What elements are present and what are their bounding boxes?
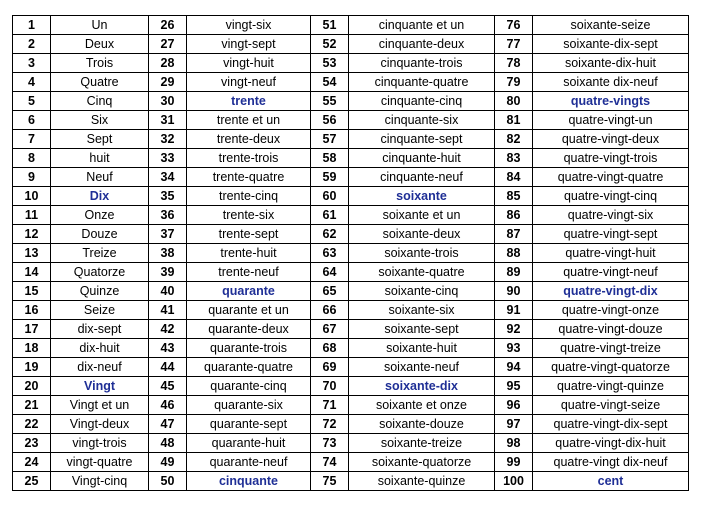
number-word-cell: cinquante-deux [349,35,495,54]
number-word-cell: quatre-vingt-neuf [533,263,689,282]
number-cell: 59 [311,168,349,187]
number-cell: 30 [149,92,187,111]
table-row [13,453,689,472]
number-cell: 34 [149,168,187,187]
number-cell: 72 [311,415,349,434]
number-word-cell: dix-neuf [51,358,149,377]
number-word-cell: huit [51,149,149,168]
number-word-cell: cinquante-neuf [349,168,495,187]
number-word-cell: quarante-sept [187,415,311,434]
number-cell: 1 [13,16,51,35]
number-word-cell: quatre-vingt-cinq [533,187,689,206]
number-word-cell: soixante-quatre [349,263,495,282]
number-cell: 90 [495,282,533,301]
number-word-cell: soixante-quinze [349,472,495,491]
number-cell: 12 [13,225,51,244]
number-cell: 60 [311,187,349,206]
number-cell: 14 [13,263,51,282]
number-cell: 66 [311,301,349,320]
number-word-cell: trente et un [187,111,311,130]
number-cell: 5 [13,92,51,111]
number-word-cell: quatre-vingt-douze [533,320,689,339]
table-row [13,282,689,301]
number-word-cell: cent [533,472,689,491]
number-cell: 2 [13,35,51,54]
number-word-cell: trente [187,92,311,111]
number-cell: 13 [13,244,51,263]
number-cell: 20 [13,377,51,396]
number-cell: 26 [149,16,187,35]
number-cell: 11 [13,206,51,225]
number-word-cell: cinquante et un [349,16,495,35]
number-word-cell: Six [51,111,149,130]
table-row [13,244,689,263]
number-cell: 27 [149,35,187,54]
number-cell: 42 [149,320,187,339]
number-word-cell: quatre-vingt-un [533,111,689,130]
number-cell: 16 [13,301,51,320]
number-word-cell: cinquante-cinq [349,92,495,111]
number-cell: 4 [13,73,51,92]
table-row [13,111,689,130]
number-cell: 68 [311,339,349,358]
number-cell: 23 [13,434,51,453]
number-cell: 88 [495,244,533,263]
number-word-cell: soixante-dix-huit [533,54,689,73]
number-word-cell: quatre-vingt dix-neuf [533,453,689,472]
number-word-cell: vingt-trois [51,434,149,453]
number-cell: 55 [311,92,349,111]
number-cell: 25 [13,472,51,491]
number-cell: 37 [149,225,187,244]
number-cell: 86 [495,206,533,225]
number-word-cell: trente-sept [187,225,311,244]
number-word-cell: quatre-vingt-quinze [533,377,689,396]
number-cell: 78 [495,54,533,73]
number-cell: 84 [495,168,533,187]
number-cell: 61 [311,206,349,225]
number-cell: 57 [311,130,349,149]
number-cell: 74 [311,453,349,472]
number-word-cell: Vingt-deux [51,415,149,434]
number-word-cell: dix-sept [51,320,149,339]
number-cell: 21 [13,396,51,415]
table-row [13,206,689,225]
number-cell: 33 [149,149,187,168]
number-word-cell: Cinq [51,92,149,111]
number-word-cell: dix-huit [51,339,149,358]
number-word-cell: soixante dix-neuf [533,73,689,92]
number-word-cell: quatre-vingt-huit [533,244,689,263]
table-row [13,472,689,491]
number-cell: 32 [149,130,187,149]
number-cell: 24 [13,453,51,472]
number-word-cell: quatre-vingt-quatre [533,168,689,187]
number-word-cell: Quatorze [51,263,149,282]
number-cell: 17 [13,320,51,339]
table-row [13,168,689,187]
number-cell: 96 [495,396,533,415]
number-word-cell: cinquante-sept [349,130,495,149]
number-cell: 64 [311,263,349,282]
number-word-cell: Un [51,16,149,35]
number-word-cell: cinquante [187,472,311,491]
number-word-cell: cinquante-quatre [349,73,495,92]
number-cell: 46 [149,396,187,415]
table-row [13,358,689,377]
number-word-cell: Onze [51,206,149,225]
number-cell: 94 [495,358,533,377]
number-cell: 85 [495,187,533,206]
number-word-cell: Douze [51,225,149,244]
number-word-cell: soixante-quatorze [349,453,495,472]
table-row [13,263,689,282]
number-cell: 35 [149,187,187,206]
number-cell: 81 [495,111,533,130]
number-word-cell: quatre-vingt-treize [533,339,689,358]
number-cell: 97 [495,415,533,434]
number-cell: 95 [495,377,533,396]
number-cell: 52 [311,35,349,54]
number-cell: 93 [495,339,533,358]
table-row [13,320,689,339]
number-word-cell: Vingt et un [51,396,149,415]
number-cell: 76 [495,16,533,35]
table-row [13,225,689,244]
number-cell: 38 [149,244,187,263]
number-cell: 100 [495,472,533,491]
number-cell: 28 [149,54,187,73]
number-word-cell: trente-trois [187,149,311,168]
number-cell: 87 [495,225,533,244]
number-word-cell: quatre-vingt-dix-sept [533,415,689,434]
number-word-cell: soixante-neuf [349,358,495,377]
number-word-cell: vingt-huit [187,54,311,73]
number-word-cell: cinquante-trois [349,54,495,73]
number-cell: 67 [311,320,349,339]
number-cell: 36 [149,206,187,225]
number-word-cell: trente-cinq [187,187,311,206]
table-row [13,434,689,453]
table-row [13,339,689,358]
number-cell: 71 [311,396,349,415]
number-word-cell: vingt-neuf [187,73,311,92]
table-row [13,149,689,168]
number-word-cell: quarante-trois [187,339,311,358]
table-row [13,92,689,111]
number-cell: 65 [311,282,349,301]
number-word-cell: Neuf [51,168,149,187]
number-word-cell: soixante-dix-sept [533,35,689,54]
number-word-cell: quatre-vingt-onze [533,301,689,320]
number-word-cell: quarante-quatre [187,358,311,377]
number-cell: 6 [13,111,51,130]
number-word-cell: soixante-douze [349,415,495,434]
table-row [13,377,689,396]
number-word-cell: soixante-deux [349,225,495,244]
number-word-cell: soixante-cinq [349,282,495,301]
table-row [13,16,689,35]
number-cell: 22 [13,415,51,434]
number-word-cell: quatre-vingt-sept [533,225,689,244]
number-cell: 99 [495,453,533,472]
number-word-cell: soixante et onze [349,396,495,415]
number-cell: 70 [311,377,349,396]
number-word-cell: soixante-huit [349,339,495,358]
number-word-cell: quatre-vingt-dix-huit [533,434,689,453]
table-row [13,415,689,434]
number-word-cell: soixante-treize [349,434,495,453]
number-word-cell: soixante-dix [349,377,495,396]
number-cell: 43 [149,339,187,358]
number-cell: 40 [149,282,187,301]
number-cell: 31 [149,111,187,130]
number-word-cell: cinquante-six [349,111,495,130]
table-row [13,130,689,149]
number-word-cell: quarante [187,282,311,301]
number-cell: 29 [149,73,187,92]
table-row [13,73,689,92]
number-cell: 49 [149,453,187,472]
table-body [13,16,689,491]
number-word-cell: Trois [51,54,149,73]
number-cell: 77 [495,35,533,54]
number-cell: 89 [495,263,533,282]
number-cell: 73 [311,434,349,453]
number-word-cell: Quatre [51,73,149,92]
table-row [13,35,689,54]
number-cell: 75 [311,472,349,491]
number-word-cell: quarante-six [187,396,311,415]
number-cell: 54 [311,73,349,92]
number-word-cell: quatre-vingt-seize [533,396,689,415]
number-word-cell: trente-huit [187,244,311,263]
number-word-cell: quatre-vingt-trois [533,149,689,168]
number-cell: 15 [13,282,51,301]
number-cell: 91 [495,301,533,320]
number-word-cell: quarante et un [187,301,311,320]
table-row [13,54,689,73]
number-word-cell: soixante et un [349,206,495,225]
number-cell: 47 [149,415,187,434]
number-word-cell: vingt-sept [187,35,311,54]
number-cell: 58 [311,149,349,168]
number-cell: 82 [495,130,533,149]
table-row [13,187,689,206]
number-words-table [12,15,689,491]
number-word-cell: vingt-six [187,16,311,35]
number-cell: 44 [149,358,187,377]
number-cell: 69 [311,358,349,377]
number-cell: 83 [495,149,533,168]
number-word-cell: trente-six [187,206,311,225]
number-cell: 10 [13,187,51,206]
number-word-cell: Deux [51,35,149,54]
number-cell: 53 [311,54,349,73]
number-cell: 8 [13,149,51,168]
number-cell: 9 [13,168,51,187]
number-word-cell: soixante-sept [349,320,495,339]
number-word-cell: Vingt [51,377,149,396]
number-cell: 63 [311,244,349,263]
number-cell: 62 [311,225,349,244]
number-cell: 45 [149,377,187,396]
number-word-cell: quatre-vingt-deux [533,130,689,149]
number-word-cell: trente-deux [187,130,311,149]
number-word-cell: soixante-six [349,301,495,320]
number-cell: 48 [149,434,187,453]
number-cell: 41 [149,301,187,320]
number-word-cell: vingt-quatre [51,453,149,472]
number-word-cell: quarante-neuf [187,453,311,472]
number-word-cell: Sept [51,130,149,149]
number-word-cell: Quinze [51,282,149,301]
number-cell: 80 [495,92,533,111]
number-cell: 79 [495,73,533,92]
number-cell: 50 [149,472,187,491]
number-cell: 51 [311,16,349,35]
number-cell: 39 [149,263,187,282]
number-word-cell: quatre-vingt-six [533,206,689,225]
number-cell: 98 [495,434,533,453]
number-word-cell: quatre-vingt-dix [533,282,689,301]
number-word-cell: Treize [51,244,149,263]
table-row [13,396,689,415]
number-cell: 7 [13,130,51,149]
number-cell: 92 [495,320,533,339]
number-word-cell: Dix [51,187,149,206]
number-word-cell: trente-neuf [187,263,311,282]
number-word-cell: Seize [51,301,149,320]
number-word-cell: soixante-seize [533,16,689,35]
number-word-cell: soixante-trois [349,244,495,263]
number-word-cell: trente-quatre [187,168,311,187]
number-word-cell: quarante-cinq [187,377,311,396]
number-word-cell: quatre-vingt-quatorze [533,358,689,377]
number-cell: 18 [13,339,51,358]
number-cell: 3 [13,54,51,73]
number-cell: 56 [311,111,349,130]
number-cell: 19 [13,358,51,377]
number-word-cell: soixante [349,187,495,206]
number-word-cell: quatre-vingts [533,92,689,111]
table-row [13,301,689,320]
number-word-cell: quarante-deux [187,320,311,339]
number-word-cell: quarante-huit [187,434,311,453]
number-word-cell: cinquante-huit [349,149,495,168]
number-word-cell: Vingt-cinq [51,472,149,491]
